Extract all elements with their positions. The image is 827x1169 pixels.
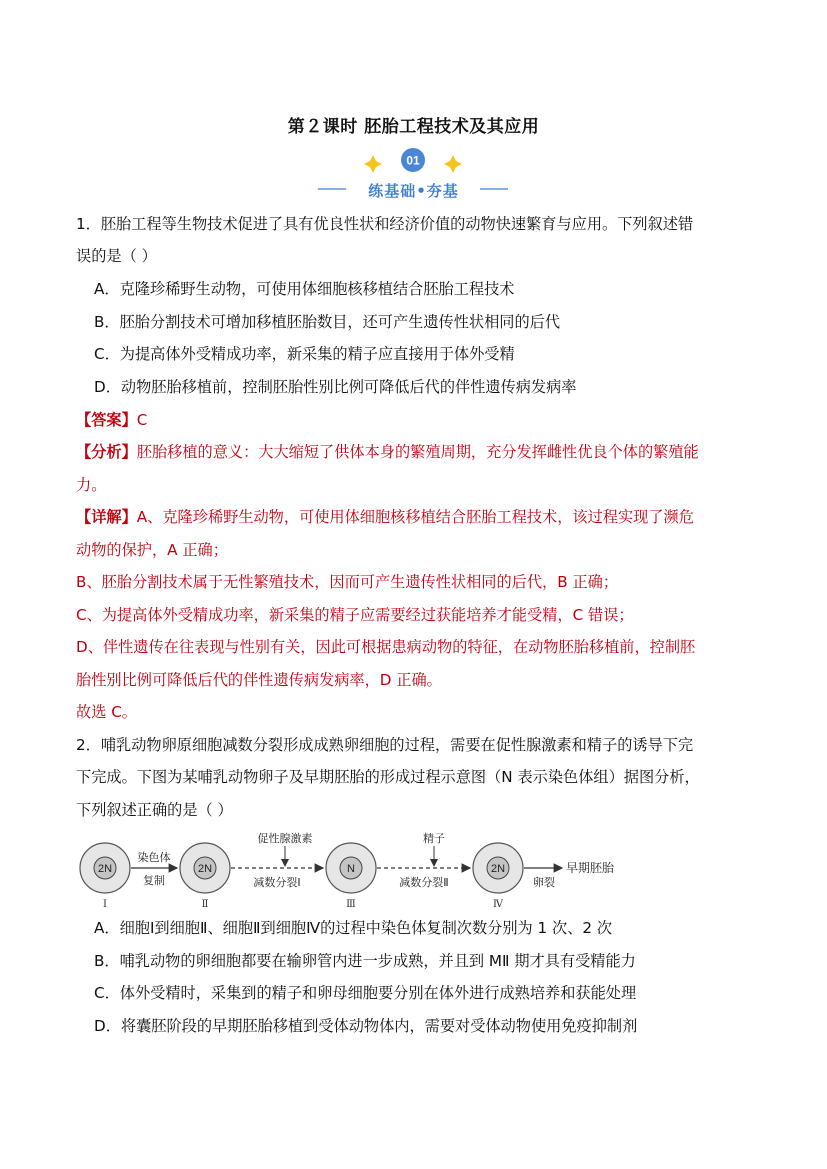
q2-stem-line3: 下列叙述正确的是（ ）: [76, 801, 233, 819]
meiosis-2-label: 减数分裂Ⅱ: [399, 876, 449, 889]
q2-option-b: B．哺乳动物的卵细胞都要在输卵管内进一步成熟，并且到 MⅡ 期才具有受精能力: [94, 952, 636, 970]
q2-option-c: C．体外受精时，采集到的精子和卵母细胞要分别在体外进行成熟培养和获能处理: [94, 984, 637, 1002]
meiosis-1-label: 减数分裂Ⅰ: [253, 876, 301, 889]
detail-tag: 【详解】: [76, 508, 137, 526]
q2-stem-line2: 下完成。下图为某哺乳动物卵子及早期胚胎的形成过程示意图（N 表示染色体组）据图分析，: [76, 768, 700, 786]
q1-detail-line5: D、伴性遗传在往表现与性别有关，因此可根据患病动物的特征，在动物胚胎移植前，控制胚: [76, 638, 696, 656]
page-title: 第２课时 胚胎工程技术及其应用: [287, 117, 540, 137]
q1-answer: [76, 410, 827, 430]
detail-text: A、克隆珍稀野生动物，可使用体细胞核移植结合胚胎工程技术，该过程实现了濒危: [136, 508, 694, 526]
hormone-label: 促性腺激素: [257, 832, 313, 845]
sparkle-icon: [364, 155, 382, 173]
cell-iii-label: N: [347, 863, 355, 875]
badge-label: 练基础•夯基: [368, 182, 459, 200]
q2-option-d: D．将囊胚阶段的早期胚胎移植到受体动物体内，需要对受体动物使用免疫抑制剂: [94, 1017, 638, 1035]
cell-iv-roman: Ⅳ: [493, 899, 503, 908]
q1-detail-line2: 动物的保护，A 正确；: [76, 541, 228, 559]
q1-analysis-line2: 力。: [76, 476, 107, 494]
q1-conclusion: 故选 C。: [76, 703, 137, 721]
q1-analysis-line1: [76, 442, 827, 462]
badge-number: 01: [406, 153, 420, 168]
cleavage-label: 卵裂: [533, 876, 555, 889]
oogenesis-diagram: [76, 826, 636, 908]
cell-ii-label: 2N: [197, 863, 213, 875]
cell-iii-roman: Ⅲ: [346, 899, 356, 908]
q1-stem-line1: 1．胚胎工程等生物技术促进了具有优良性状和经济价值的动物快速繁育与应用。下列叙述错: [76, 215, 694, 233]
cell-i: [80, 843, 130, 908]
replication-label-bottom: 复制: [143, 874, 165, 887]
q1-option-b: B．胚胎分割技术可增加移植胚胎数目，还可产生遗传性状相同的后代: [94, 313, 561, 331]
cell-iii: [326, 843, 376, 908]
cell-i-roman: Ⅰ: [103, 899, 107, 908]
q2-option-a: A．细胞Ⅰ到细胞Ⅱ、细胞Ⅱ到细胞Ⅳ的过程中染色体复制次数分别为 1 次、2 次: [94, 919, 613, 937]
answer-value: C: [136, 411, 148, 429]
embryo-label: 早期胚胎: [566, 861, 615, 875]
cell-iv: [473, 843, 523, 908]
q1-detail-line4: C、为提高体外受精成功率，新采集的精子应需要经过获能培养才能受精，C 错误；: [76, 606, 634, 624]
sperm-label: 精子: [423, 832, 445, 845]
q1-option-a: A．克隆珍稀野生动物，可使用体细胞核移植结合胚胎工程技术: [94, 280, 515, 298]
answer-tag: 【答案】: [76, 411, 137, 429]
cell-ii-roman: Ⅱ: [201, 899, 209, 908]
q1-stem-line2: 误的是（ ）: [76, 247, 157, 265]
cell-ii: [180, 843, 230, 908]
replication-label-top: 染色体: [137, 851, 171, 864]
q1-detail-line1: [76, 507, 827, 527]
cell-i-label: 2N: [97, 863, 113, 875]
sparkle-icon: [444, 155, 462, 173]
q1-option-c: C．为提高体外受精成功率，新采集的精子应直接用于体外受精: [94, 345, 515, 363]
analysis-text: 胚胎移植的意义：大大缩短了供体本身的繁殖周期，充分发挥雌性优良个体的繁殖能: [136, 443, 699, 461]
analysis-tag: 【分析】: [76, 443, 137, 461]
q1-detail-line6: 胎性别比例可降低后代的伴性遗传病发病率，D 正确。: [76, 671, 442, 689]
q1-detail-line3: B、胚胎分割技术属于无性繁殖技术，因而可产生遗传性状相同的后代，B 正确；: [76, 573, 619, 591]
q2-stem-line1: 2．哺乳动物卵原细胞减数分裂形成成熟卵细胞的过程，需要在促性腺激素和精子的诱导下完: [76, 736, 694, 754]
cell-iv-label: 2N: [490, 863, 506, 875]
q1-option-d: D．动物胚胎移植前，控制胚胎性别比例可降低后代的伴性遗传病发病率: [94, 378, 577, 396]
